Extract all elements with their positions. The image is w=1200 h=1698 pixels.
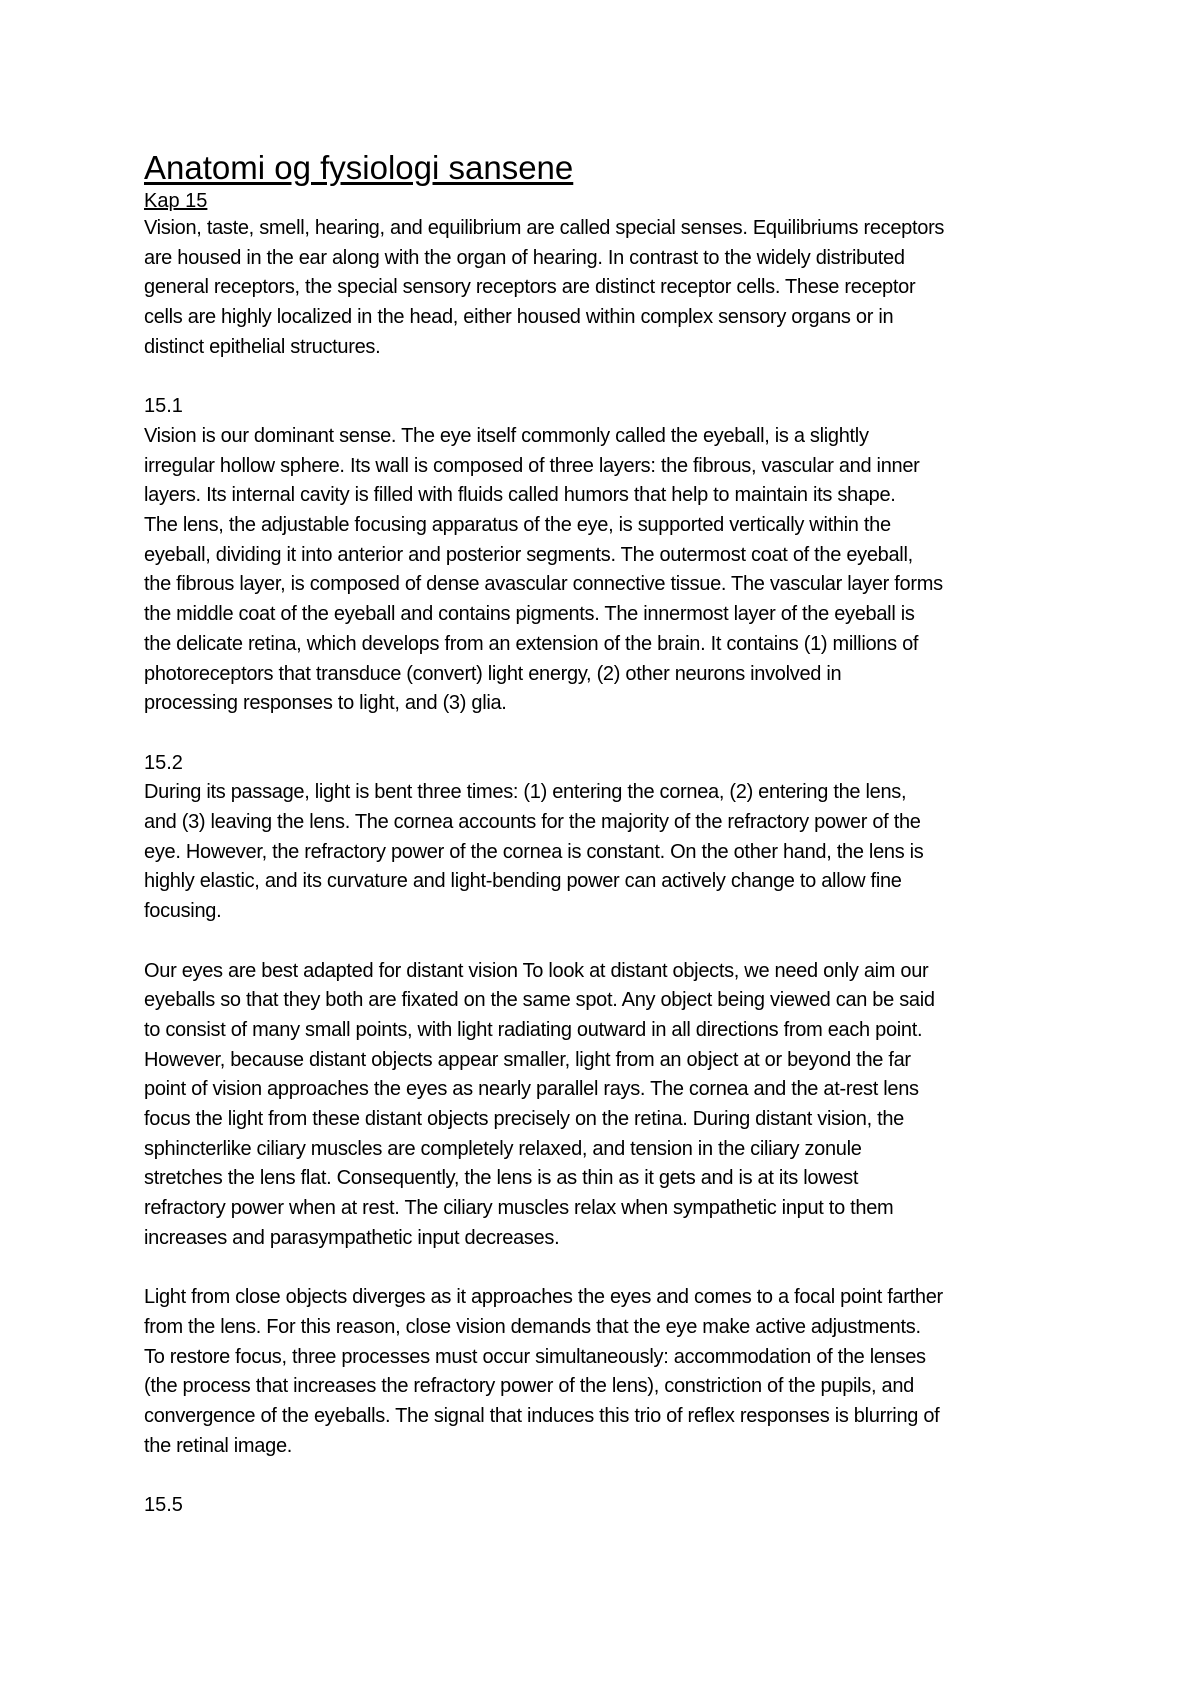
section-line: Vision is our dominant sense. The eye itself commonly called the eyeball, is a slightly <box>144 424 869 447</box>
section-line: point of vision approaches the eyes as nearly parallel rays. The cornea and the at-rest lens <box>144 1078 919 1101</box>
section-number-15-1: 15.1 <box>144 395 183 418</box>
close-vision-paragraph <box>144 1283 1064 1461</box>
section-line: To restore focus, three processes must occur simultaneously: accommodation of the lenses <box>144 1345 926 1368</box>
section-line: focusing. <box>144 900 222 923</box>
section-line: irregular hollow sphere. Its wall is composed of three layers: the fibrous, vascular and inner <box>144 454 920 477</box>
section-line: layers. Its internal cavity is filled with fluids called humors that help to maintain its shape. <box>144 484 896 507</box>
section-line: to consist of many small points, with light radiating outward in all directions from each point. <box>144 1018 923 1041</box>
section-line: increases and parasympathetic input decreases. <box>144 1226 560 1249</box>
document-body <box>144 148 1064 1521</box>
section-line: refractory power when at rest. The ciliary muscles relax when sympathetic input to them <box>144 1197 894 1220</box>
section-line: However, because distant objects appear smaller, light from an object at or beyond the far <box>144 1048 911 1071</box>
section-line: from the lens. For this reason, close vision demands that the eye make active adjustments. <box>144 1315 921 1338</box>
section-number-15-5: 15.5 <box>144 1494 183 1517</box>
section-line: processing responses to light, and (3) glia. <box>144 692 507 715</box>
intro-line: distinct epithelial structures. <box>144 335 381 358</box>
section-line: Our eyes are best adapted for distant vision To look at distant objects, we need only aim our <box>144 959 929 982</box>
section-line: the fibrous layer, is composed of dense avascular connective tissue. The vascular layer forms <box>144 573 943 596</box>
paragraph-gap <box>144 719 1064 749</box>
section-line: (the process that increases the refractory power of the lens), constriction of the pupils, and <box>144 1375 914 1398</box>
intro-line: cells are highly localized in the head, either housed within complex sensory organs or in <box>144 306 894 329</box>
section-line: eyeball, dividing it into anterior and posterior segments. The outermost coat of the eyeball, <box>144 543 913 566</box>
distant-vision-paragraph <box>144 957 1064 1254</box>
paragraph-gap <box>144 1254 1064 1284</box>
paragraph-gap <box>144 1461 1064 1491</box>
section-15-1-paragraph <box>144 422 1064 719</box>
section-15-2-paragraph <box>144 778 1064 927</box>
section-line: During its passage, light is bent three times: (1) entering the cornea, (2) entering the lens, <box>144 781 907 804</box>
section-line: and (3) leaving the lens. The cornea accounts for the majority of the refractory power of the <box>144 811 921 834</box>
paragraph-gap <box>144 927 1064 957</box>
document-title: Anatomi og fysiologi sansene <box>144 149 574 186</box>
intro-line: Vision, taste, smell, hearing, and equilibrium are called special senses. Equilibriums receptors <box>144 217 945 239</box>
section-line: stretches the lens flat. Consequently, the lens is as thin as it gets and is at its lowest <box>144 1167 859 1190</box>
section-line: the retinal image. <box>144 1434 293 1457</box>
section-line: the middle coat of the eyeball and contains pigments. The innermost layer of the eyeball is <box>144 603 915 626</box>
section-number-15-2: 15.2 <box>144 751 183 774</box>
intro-line: are housed in the ear along with the organ of hearing. In contrast to the widely distributed <box>144 246 905 269</box>
section-line: focus the light from these distant objects precisely on the retina. During distant vision, the <box>144 1108 904 1131</box>
section-line: highly elastic, and its curvature and light-bending power can actively change to allow fine <box>144 870 902 893</box>
section-line: eye. However, the refractory power of the cornea is constant. On the other hand, the lens is <box>144 840 924 863</box>
section-line: Light from close objects diverges as it approaches the eyes and comes to a focal point farther <box>144 1286 943 1309</box>
paragraph-gap <box>144 363 1064 393</box>
section-line: eyeballs so that they both are fixated on the same spot. Any object being viewed can be said <box>144 989 935 1012</box>
chapter-subheading: Kap 15 <box>144 190 208 212</box>
intro-paragraph <box>144 214 1064 363</box>
section-line: photoreceptors that transduce (convert) light energy, (2) other neurons involved in <box>144 662 842 685</box>
section-line: convergence of the eyeballs. The signal that induces this trio of reflex responses is blurring of <box>144 1405 940 1428</box>
section-line: The lens, the adjustable focusing apparatus of the eye, is supported vertically within the <box>144 514 891 537</box>
section-line: the delicate retina, which develops from an extension of the brain. It contains (1) millions of <box>144 632 919 655</box>
section-line: sphincterlike ciliary muscles are completely relaxed, and tension in the ciliary zonule <box>144 1137 862 1160</box>
intro-line: general receptors, the special sensory receptors are distinct receptor cells. These receptor <box>144 276 916 299</box>
